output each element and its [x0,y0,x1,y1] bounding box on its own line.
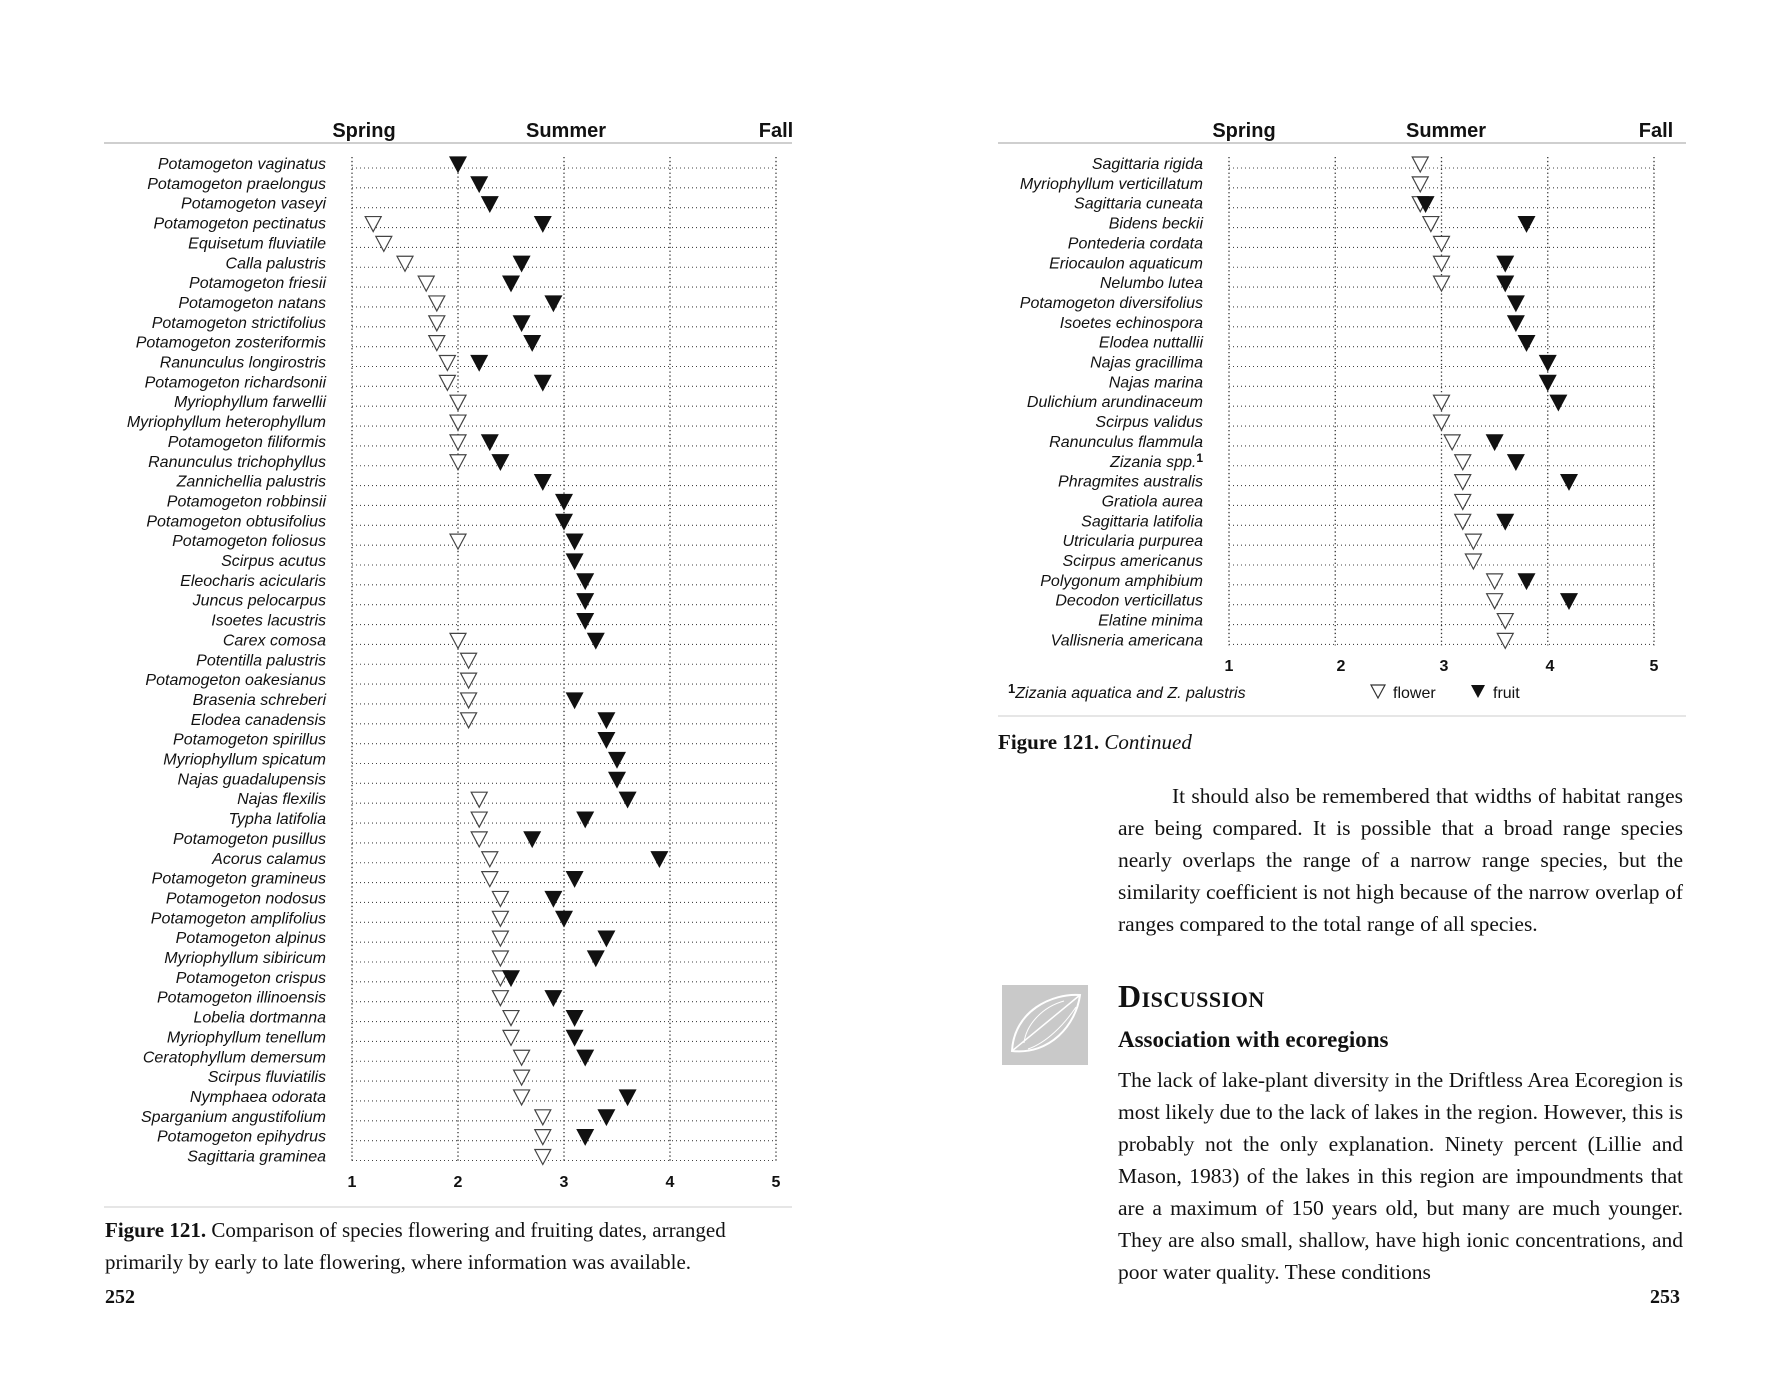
fruit-marker [1550,395,1566,410]
season-label-fall: Fall [1638,120,1674,142]
species-row [176,930,776,947]
section-heading: Discussion [1118,978,1265,1014]
x-tick-1: 1 [347,1174,357,1191]
species-label: Lobelia dortmanna [193,1009,326,1027]
fruit-marker [1540,375,1556,390]
species-label: Potamogeton alpinus [175,930,326,948]
species-label: Potamogeton praelongus [147,175,326,193]
species-row [1068,235,1654,252]
flower-marker [471,792,487,807]
season-label-summer: Summer [525,120,607,142]
species-label: Potamogeton pusillus [173,830,326,848]
species-row [1109,216,1654,233]
species-label: Potamogeton amplifolius [150,910,326,928]
species-row [1098,613,1654,630]
species-row [176,970,776,987]
species-label: Ceratophyllum demersum [142,1049,326,1067]
season-label-fall: Fall [758,120,794,142]
species-label: Isoetes echinospora [1059,314,1203,332]
species-label: Potamogeton pectinatus [153,215,326,233]
fruit-marker [598,931,614,946]
fruit-marker [620,792,636,807]
fruit-marker [567,872,583,887]
species-row [1109,374,1654,391]
flower-marker [1412,157,1428,172]
fruit-marker [577,1050,593,1065]
species-label: Zannichellia palustris [176,473,326,491]
fruit-marker [609,772,625,787]
body-paragraph-1: It should also be remembered that widths of habitat ranges are being compared. It is possible that a broad range species nearly overlaps the range of a narrow range species, but the similarity coefficient is not high because of the narrow overlap of ranges compared to the total range of all species. [1118,784,1683,936]
flower-marker [492,951,508,966]
fruit-marker [567,1030,583,1045]
flower-marker [1412,177,1428,192]
species-label: Potamogeton epihydrus [157,1128,326,1146]
section-subheading: Association with ecoregions [1118,1027,1389,1052]
species-label: Myriophyllum verticillatum [1019,175,1203,193]
fruit-marker [1487,435,1503,450]
flower-marker [514,1050,530,1065]
species-label: Elodea canadensis [190,711,326,729]
species-label: Potamogeton nodosus [165,890,326,908]
species-label: Acorus calamus [212,850,326,868]
flower-marker [1434,276,1450,291]
species-label: Nymphaea odorata [189,1088,326,1106]
fruit-marker [556,911,572,926]
species-row [173,831,776,848]
species-label: Nelumbo lutea [1099,275,1203,293]
species-label: Myriophyllum spicatum [163,751,326,769]
species-label: Isoetes lacustris [211,612,326,630]
fruit-marker [588,951,604,966]
species-label: Elodea nuttallii [1098,334,1203,352]
flower-marker [514,1070,530,1085]
fruit-marker [620,1090,636,1105]
species-row [152,871,776,888]
fruit-marker [524,832,540,847]
fruit-marker [545,991,561,1006]
legend-flower-icon [1371,685,1385,698]
footnote-mark: 1 [1008,681,1016,696]
footnote-body: Zizania aquatica and Z. palustris [1015,685,1246,702]
flower-marker [471,812,487,827]
species-row [1074,196,1654,213]
flower-marker [1455,514,1471,529]
species-label: Decodon verticillatus [1055,592,1203,610]
x-tick-5: 5 [1649,658,1659,675]
fruit-marker [1508,296,1524,311]
species-label: Scirpus americanus [1062,553,1203,570]
species-label: Calla palustris [225,255,326,273]
species-row [1099,335,1654,352]
species-row [1095,414,1654,431]
flower-marker [1455,455,1471,470]
flower-marker [535,1150,551,1165]
legend-flower-label: flower [1393,685,1436,702]
fruit-marker [1561,475,1577,490]
x-tick-3: 3 [1439,658,1449,675]
species-row [1100,275,1654,292]
species-label: Myriophyllum heterophyllum [126,414,326,432]
species-label: Elatine minima [1098,612,1203,630]
species-row [1049,434,1654,451]
caption-text: Continued [1104,730,1192,754]
species-label [1109,451,1203,471]
flower-marker [492,931,508,946]
x-tick-2: 2 [453,1174,463,1191]
species-label: Polygonum amphibium [1040,572,1203,590]
species-row [151,910,776,927]
flower-marker [1434,395,1450,410]
fruit-marker [577,812,593,827]
species-label: Myriophyllum tenellum [166,1029,326,1047]
footnote-ref: 1 [1196,450,1203,465]
flower-marker [514,1090,530,1105]
species-row [143,1049,776,1066]
species-row [177,771,776,788]
flower-marker [492,911,508,926]
flower-marker [503,1030,519,1045]
species-row [166,890,776,907]
footnote-text [1008,681,1246,702]
species-label: Scirpus validus [1095,414,1203,432]
flower-marker [1423,217,1439,232]
species-label: Potamogeton crispus [175,969,326,987]
species-row [1109,451,1654,471]
fruit-marker [1561,594,1577,609]
species-row [228,811,776,828]
fruit-marker [609,753,625,768]
species-row [187,1149,776,1166]
figure-caption-left [105,1214,795,1278]
flower-marker [492,891,508,906]
species-label: Potamogeton robbinsii [166,493,326,511]
species-label: Potamogeton spirillus [173,731,326,749]
species-label: Potamogeton gramineus [151,870,326,888]
species-label: Scirpus acutus [221,553,326,570]
species-row [1090,355,1654,372]
species-row [1020,176,1654,193]
species-label: Ranunculus trichophyllus [148,453,326,471]
x-tick-4: 4 [665,1174,675,1191]
flower-marker [1465,554,1481,569]
species-row [190,1089,776,1106]
flower-marker [1487,574,1503,589]
caption-label: Figure 121. [998,730,1100,754]
fruit-marker [1497,514,1513,529]
species-label: Najas marina [1108,374,1203,392]
x-tick-4: 4 [1545,658,1555,675]
species-row [173,732,776,749]
species-label: Potamogeton filiformis [167,433,326,451]
flower-marker [1455,494,1471,509]
species-label: Brasenia schreberi [192,691,326,709]
species-row [1081,513,1654,530]
species-row [193,1010,776,1027]
fruit-marker [598,733,614,748]
species-label: Potamogeton diversifolius [1019,294,1203,312]
fruit-marker [1508,455,1524,470]
species-row [1049,255,1654,272]
fruit-marker [1497,256,1513,271]
flower-marker [1434,256,1450,271]
legend-fruit-label: fruit [1493,685,1520,702]
flower-marker [1444,435,1460,450]
flower-marker [1487,594,1503,609]
fruit-marker [651,852,667,867]
species-label: Bidens beckii [1108,215,1203,233]
season-label-spring: Spring [1212,120,1276,142]
species-label: Pontederia cordata [1067,235,1203,253]
flower-marker [1455,475,1471,490]
fruit-marker [577,1130,593,1145]
species-label: Utricularia purpurea [1062,533,1203,551]
species-row [1063,553,1655,570]
species-label: Phragmites australis [1058,473,1203,491]
species-label: Sagittaria rigida [1091,156,1203,173]
species-row [1092,156,1654,173]
species-label: Potamogeton zosteriformis [135,334,326,352]
caption-text: Comparison of species flowering and fruiting dates, arranged primarily by early to late flowering, where information was available. [105,1218,726,1274]
fruit-marker [1497,276,1513,291]
species-label: Ranunculus flammula [1049,433,1203,451]
flower-marker [1434,415,1450,430]
flower-marker [1465,534,1481,549]
species-row [1060,315,1654,332]
species-label: Myriophyllum sibiricum [164,950,326,967]
fruit-marker [1519,217,1535,232]
species-row [1062,533,1654,550]
x-tick-1: 1 [1224,658,1234,675]
legend-fruit-icon [1471,685,1485,698]
flower-marker [492,991,508,1006]
fruit-marker [545,891,561,906]
species-label: Potamogeton obtusifolius [146,513,326,531]
page-number-right: 253 [1650,1286,1680,1308]
fruit-marker [567,1011,583,1026]
flower-marker [1434,236,1450,251]
fruit-marker [598,1110,614,1125]
leaf-icon [1002,985,1088,1065]
species-label: Potamogeton oakesianus [145,672,326,690]
fruit-marker [1519,574,1535,589]
species-label: Potamogeton richardsonii [144,374,326,392]
chart-legend [1008,681,1520,702]
species-label: Potentilla palustris [196,652,326,670]
species-row [211,851,776,868]
x-tick-2: 2 [1336,658,1346,675]
species-row [1051,632,1654,649]
flower-marker [1497,614,1513,629]
species-label: Potamogeton vaseyi [181,195,326,213]
season-label-spring: Spring [332,120,396,142]
species-row [157,990,776,1007]
species-label: Potamogeton foliosus [172,533,326,551]
species-row [1058,474,1654,491]
flower-marker [503,1011,519,1026]
species-label: Sagittaria graminea [187,1148,326,1166]
species-label: Equisetum fluviatile [188,235,326,253]
species-row [167,1029,776,1046]
species-label: Carex comosa [222,632,326,650]
species-label: Typha latifolia [228,811,326,829]
species-name: Zizania spp. [1110,453,1197,471]
flower-marker [1497,633,1513,648]
species-row [237,791,776,808]
species-label: Sparganium angustifolium [141,1108,326,1126]
species-label: Dulichium arundinaceum [1026,394,1203,412]
species-row [1020,295,1654,312]
species-label: Myriophyllum farwellii [173,394,326,412]
species-row [157,1129,776,1146]
fruit-marker [1540,356,1556,371]
page-number-left: 252 [105,1286,135,1308]
species-label: Ranunculus longirostris [159,354,326,372]
species-row [1040,573,1654,590]
flower-marker [535,1130,551,1145]
species-label: Gratiola aurea [1101,493,1203,511]
species-row [208,1069,776,1086]
flower-marker [535,1110,551,1125]
body-paragraph-2: The lack of lake-plant diversity in the Driftless Area Ecoregion is most likely due to the lack of lakes in the region. However, this is probably not the only explanation. Ninety percent (Lillie and Mason, 1983) of the lakes in this region are impoundments that are a maximum of 150 years old, but many are much younger. They are also small, shallow, have high ionic concentrations, and poor water quality. These conditions [1118,1068,1683,1284]
season-label-summer: Summer [1405,120,1487,142]
fruit-marker [1508,316,1524,331]
species-label: Potamogeton friesii [189,275,326,293]
species-label: Eriocaulon aquaticum [1049,255,1203,273]
species-label: Najas flexilis [237,791,326,809]
species-label: Vallisneria americana [1050,632,1203,650]
species-label: Juncus pelocarpus [192,592,326,610]
species-label: Najas gracillima [1090,354,1203,372]
species-label: Scirpus fluviatilis [207,1069,326,1087]
species-label: Najas guadalupensis [177,771,326,789]
species-row [1055,593,1654,610]
species-row [164,950,776,967]
species-row [163,752,776,769]
flower-marker [471,832,487,847]
flower-marker [482,852,498,867]
species-label: Potamogeton vaginatus [157,156,326,173]
species-label: Potamogeton strictifolius [151,314,326,332]
species-row [1102,493,1654,510]
fruit-marker [503,971,519,986]
species-label: Potamogeton natans [178,294,326,312]
species-label: Sagittaria cuneata [1074,195,1203,213]
x-tick-5: 5 [771,1174,781,1191]
x-tick-3: 3 [559,1174,569,1191]
species-label: Potamogeton illinoensis [157,989,326,1007]
figure-caption-right [998,726,1688,758]
caption-label: Figure 121. [105,1218,207,1242]
species-row [1027,394,1654,411]
fruit-marker [1519,336,1535,351]
species-label: Eleocharis acicularis [180,572,326,590]
flower-marker [482,872,498,887]
species-label: Sagittaria latifolia [1081,513,1203,531]
